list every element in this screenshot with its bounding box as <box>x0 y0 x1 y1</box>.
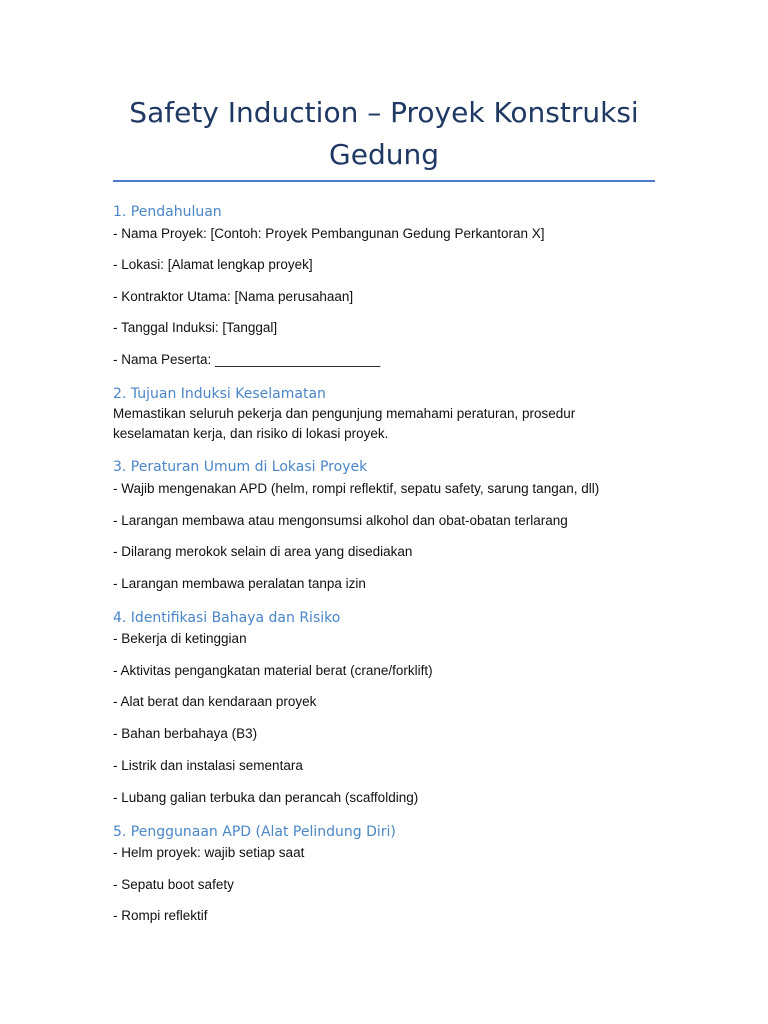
list-item: - Nama Peserta: ______________________ <box>113 352 381 367</box>
list-item: - Larangan membawa atau mengonsumsi alkohol dan obat-obatan terlarang <box>113 513 568 528</box>
title-divider <box>113 180 655 182</box>
list-item: - Listrik dan instalasi sementara <box>113 758 303 773</box>
list-item: - Dilarang merokok selain di area yang disediakan <box>113 544 413 559</box>
list-item: - Kontraktor Utama: [Nama perusahaan] <box>113 289 354 304</box>
list-item: - Lubang galian terbuka dan perancah (scaffolding) <box>113 790 419 805</box>
section-heading-apd: 5. Penggunaan APD (Alat Pelindung Diri) <box>113 824 396 840</box>
paragraph: Memastikan seluruh pekerja dan pengunjung memahami peraturan, prosedur keselamatan kerja, dan risiko di lokasi proyek. <box>113 406 576 441</box>
list-item: - Bekerja di ketinggian <box>113 631 247 646</box>
list-item: - Rompi reflektif <box>113 908 208 923</box>
list-item: - Wajib mengenakan APD (helm, rompi reflektif, sepatu safety, sarung tangan, dll) <box>113 481 600 496</box>
list-item: - Alat berat dan kendaraan proyek <box>113 694 317 709</box>
list-item: - Larangan membawa peralatan tanpa izin <box>113 576 366 591</box>
list-item: - Bahan berbahaya (B3) <box>113 726 258 741</box>
list-item: - Sepatu boot safety <box>113 877 234 892</box>
list-item: - Nama Proyek: [Contoh: Proyek Pembangunan Gedung Perkantoran X] <box>113 226 545 241</box>
list-item: - Aktivitas pengangkatan material berat (crane/forklift) <box>113 663 433 678</box>
list-item: - Tanggal Induksi: [Tanggal] <box>113 320 278 335</box>
section-heading-pendahuluan: 1. Pendahuluan <box>113 204 222 220</box>
list-item: - Helm proyek: wajib setiap saat <box>113 845 305 860</box>
section-heading-tujuan: 2. Tujuan Induksi Keselamatan <box>113 386 326 402</box>
section-heading-peraturan: 3. Peraturan Umum di Lokasi Proyek <box>113 459 368 475</box>
document-title: Safety Induction – Proyek Konstruksi Gedung <box>129 96 639 171</box>
section-heading-bahaya: 4. Identifikasi Bahaya dan Risiko <box>113 610 341 626</box>
list-item: - Lokasi: [Alamat lengkap proyek] <box>113 257 313 272</box>
